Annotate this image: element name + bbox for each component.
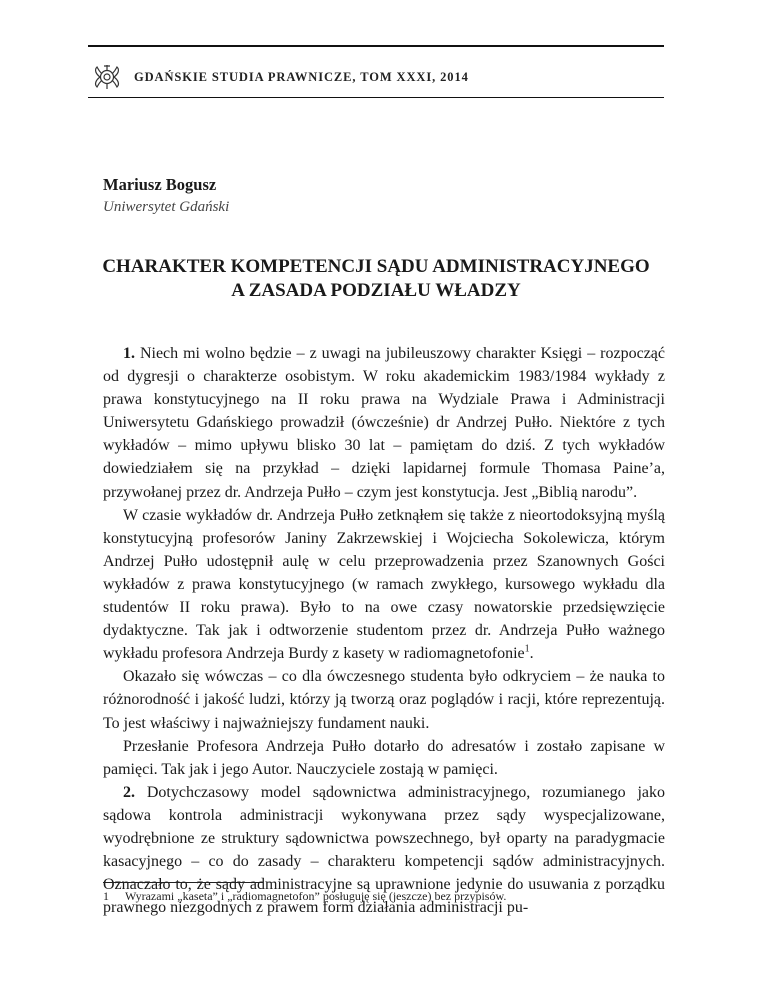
- footnote-text: Wyrazami „kaseta” i „radiomagnetofon” posługuję się (jeszcze) bez przypisów.: [125, 889, 507, 903]
- article-body: [103, 342, 665, 919]
- section-number-2: 2.: [123, 783, 135, 801]
- paragraph-2-end: .: [529, 645, 534, 663]
- paragraph-2: [103, 504, 665, 666]
- footnote-rule: [103, 882, 263, 883]
- title-line-1: CHARAKTER KOMPETENCJI SĄDU ADMINISTRACYJNEGO: [102, 256, 650, 277]
- section-number-1: 1.: [123, 345, 135, 362]
- article-title: [88, 255, 664, 303]
- paragraph-1-text: Niech mi wolno będzie – z uwagi na jubileuszowy charakter Księgi – rozpocząć od dygresji o charakterze osobistym. W roku akademickim 1983/1984 wykłady z prawa konstytucyjnego na II roku prawa na Wydziale Prawa i Administracji Uniwersytetu Gdańskiego prowadził (ówcześnie) dr Andrzej Pułło. Niektóre z tych wykładów – mimo upływu blisko 30 lat – pamiętam do dziś. Z tych wykładów dowiedziałem się na przykład – dzięki lapidarnej formule Thomasa Paine’a, przywołanej przez dr. Andrzeja Pułło – czym jest konstytucja. Jest „Biblią narodu”.: [103, 345, 665, 501]
- author-affiliation: Uniwersytet Gdański: [103, 199, 230, 215]
- paragraph-4: Przesłanie Profesora Andrzeja Pułło dotarło do adresatów i zostało zapisane w pamięci. Tak jak i jego Autor. Nauczyciele zostają w pamięci.: [103, 737, 665, 778]
- header-bottom-rule: [88, 97, 664, 98]
- footnote-1: [103, 889, 506, 904]
- title-line-2: A ZASADA PODZIAŁU WŁADZY: [231, 280, 521, 301]
- paragraph-1: [103, 342, 665, 504]
- university-seal-icon: [90, 62, 124, 92]
- paragraph-2-text: W czasie wykładów dr. Andrzeja Pułło zetknąłem się także z nieortodoksyjną myślą konstytucyjną profesorów Janiny Zakrzewskiej i Wojciecha Sokolewicza, którym Andrzej Pułło udostępnił aulę w celu przeprowadzenia przez Szanownych Gości wykładów z prawa konstytucyjnego (w ramach zwykłego, kursowego wykładu dla studentów II roku prawa). Było to na owe czasy nowatorskie przedsięwzięcie dydaktyczne. Tak jak i odtworzenie studentom przez dr. Andrzeja Pułło ważnego wykładu profesora Andrzeja Burdy z kasety w radiomagnetofonie: [103, 506, 665, 663]
- footnote-ref-1[interactable]: 1: [524, 643, 530, 655]
- journal-title: GDAŃSKIE STUDIA PRAWNICZE, TOM XXXI, 2014: [134, 69, 469, 84]
- paragraph-5-text: Dotychczasowy model sądownictwa administracyjnego, rozumianego jako sądowa kontrola administracji wykonywana przez sądy wyspecjalizowane, wyodrębnione ze struktury sądownictwa powszechnego, był oparty na paradygmacie kasacyjnego – co do zasady – charakteru kompetencji sądów administracyjnych. Oznaczało to, że sądy administracyjne są uprawnione jedynie do usuwania z porządku prawnego niezgodnych z prawem form działania administracji pu-: [103, 783, 665, 917]
- running-header: [90, 62, 469, 92]
- footnote-number: 1: [103, 889, 109, 903]
- author-name: Mariusz Bogusz: [103, 175, 217, 194]
- paragraph-3: Okazało się wówczas – co dla ówczesnego studenta było odkryciem – że nauka to różnorodność i jakość ludzi, którzy ją tworzą oraz poglądów i racji, które reprezentują. To jest właściwy i najważniejszy fundament nauki.: [103, 668, 665, 732]
- header-top-rule: [88, 45, 664, 47]
